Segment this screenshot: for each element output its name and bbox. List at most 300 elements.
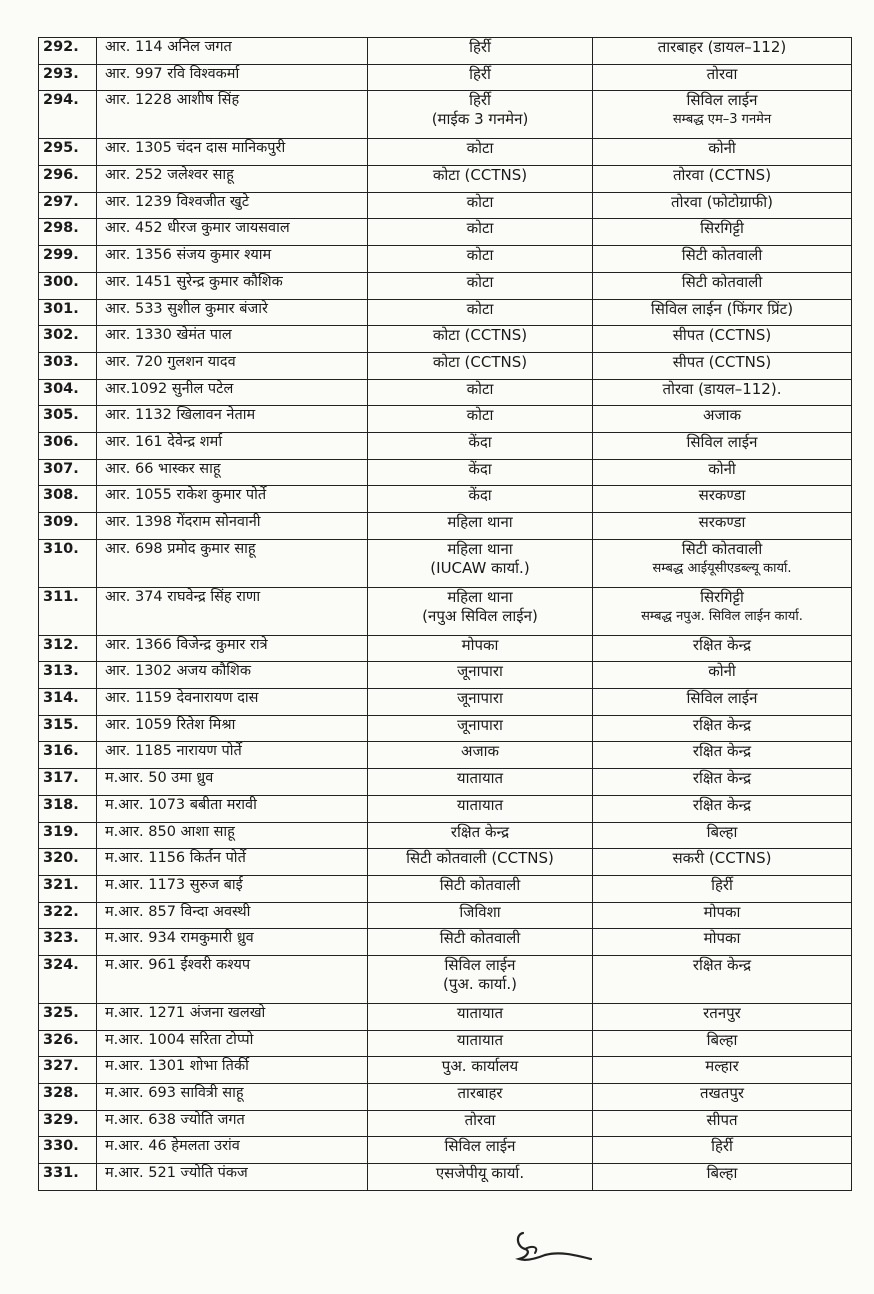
from-posting-text: तारबाहर bbox=[457, 1084, 503, 1102]
to-posting bbox=[593, 91, 852, 139]
employee-name bbox=[97, 1084, 368, 1111]
from-posting-text: केंदा bbox=[468, 459, 492, 478]
from-posting bbox=[368, 379, 593, 406]
employee-name-text: म.आर. 1301 शोभा तिर्की bbox=[105, 1058, 249, 1075]
table-row bbox=[39, 192, 852, 219]
from-posting-text: (नपुअ सिविल लाईन) bbox=[422, 606, 538, 625]
row-number bbox=[39, 849, 97, 876]
from-posting-text: कोटा bbox=[466, 379, 494, 398]
to-posting bbox=[593, 352, 852, 379]
from-posting bbox=[368, 875, 593, 902]
from-posting-text: सिटी कोतवाली bbox=[439, 929, 521, 948]
row-number-text: 324. bbox=[43, 956, 79, 973]
to-posting-text: रक्षित केन्द्र bbox=[692, 769, 752, 788]
to-posting bbox=[593, 875, 852, 902]
to-posting-text: हिर्री bbox=[711, 875, 733, 894]
row-number bbox=[39, 1110, 97, 1137]
employee-name bbox=[97, 1164, 368, 1191]
from-posting-text: कोटा bbox=[466, 219, 494, 238]
from-posting bbox=[368, 1110, 593, 1137]
employee-name bbox=[97, 1110, 368, 1137]
row-number-text: 325. bbox=[43, 1004, 79, 1021]
from-posting-text: हिर्री bbox=[469, 38, 491, 56]
employee-name bbox=[97, 64, 368, 91]
to-posting bbox=[593, 587, 852, 635]
from-posting bbox=[368, 64, 593, 91]
from-posting bbox=[368, 742, 593, 769]
row-number-text: 315. bbox=[43, 716, 79, 733]
row-number bbox=[39, 139, 97, 166]
row-number bbox=[39, 219, 97, 246]
to-posting bbox=[593, 1057, 852, 1084]
table-row bbox=[39, 406, 852, 433]
from-posting-text: हिर्री bbox=[469, 64, 491, 83]
row-number-text: 294. bbox=[43, 92, 79, 109]
to-posting bbox=[593, 822, 852, 849]
to-posting-text: रतनपुर bbox=[703, 1003, 741, 1022]
from-posting-text: कोटा (CCTNS) bbox=[432, 166, 528, 185]
employee-name bbox=[97, 539, 368, 587]
table-row bbox=[39, 849, 852, 876]
to-posting bbox=[593, 1003, 852, 1030]
from-posting bbox=[368, 1137, 593, 1164]
employee-name-text: म.आर. 693 सावित्री साहू bbox=[105, 1085, 244, 1101]
from-posting-text: महिला थाना bbox=[447, 513, 513, 531]
row-number bbox=[39, 379, 97, 406]
employee-name bbox=[97, 715, 368, 742]
from-posting-text: कोटा bbox=[466, 406, 494, 425]
row-number-text: 305. bbox=[43, 407, 79, 424]
employee-name-text: आर. 1451 सुरेन्द्र कुमार कौशिक bbox=[105, 273, 283, 290]
from-posting bbox=[368, 459, 593, 486]
table-row bbox=[39, 902, 852, 929]
to-posting bbox=[593, 955, 852, 1003]
employee-name-text: आर. 114 अनिल जगत bbox=[105, 39, 232, 55]
to-posting bbox=[593, 432, 852, 459]
row-number-text: 309. bbox=[43, 514, 79, 530]
row-number-text: 299. bbox=[43, 247, 79, 264]
row-number bbox=[39, 1137, 97, 1164]
to-posting-text: तारबाहर (डायल–112) bbox=[657, 38, 787, 56]
row-number-text: 329. bbox=[43, 1111, 79, 1128]
from-posting-text: मोपका bbox=[461, 635, 499, 654]
row-number bbox=[39, 875, 97, 902]
employee-name-text: आर. 1159 देवनारायण दास bbox=[105, 690, 259, 707]
table-row bbox=[39, 1057, 852, 1084]
table-row bbox=[39, 1003, 852, 1030]
employee-name-text: आर. 252 जलेश्वर साहू bbox=[105, 167, 234, 184]
row-number bbox=[39, 272, 97, 299]
to-posting-text: मोपका bbox=[703, 902, 741, 921]
row-number bbox=[39, 1030, 97, 1057]
table-row bbox=[39, 219, 852, 246]
row-number-text: 304. bbox=[43, 380, 79, 397]
row-number bbox=[39, 38, 97, 65]
from-posting bbox=[368, 929, 593, 956]
employee-name-text: आर. 1185 नारायण पोर्ते bbox=[105, 743, 242, 760]
employee-name bbox=[97, 379, 368, 406]
row-number bbox=[39, 587, 97, 635]
row-number-text: 328. bbox=[43, 1085, 79, 1101]
table-row bbox=[39, 64, 852, 91]
row-number bbox=[39, 486, 97, 513]
row-number bbox=[39, 459, 97, 486]
employee-name bbox=[97, 902, 368, 929]
row-number-text: 313. bbox=[43, 663, 79, 680]
row-number-text: 292. bbox=[43, 39, 79, 55]
row-number bbox=[39, 352, 97, 379]
employee-name-text: आर. 1055 राकेश कुमार पोर्ते bbox=[105, 487, 267, 504]
to-posting-text: कोनी bbox=[708, 139, 736, 158]
transfer-table-body bbox=[39, 38, 852, 1191]
from-posting bbox=[368, 326, 593, 353]
to-posting bbox=[593, 795, 852, 822]
transfer-table bbox=[38, 37, 852, 1191]
from-posting bbox=[368, 662, 593, 689]
table-row bbox=[39, 795, 852, 822]
to-posting-text: सीपत bbox=[706, 1110, 738, 1129]
from-posting-text: जूनापारा bbox=[457, 715, 503, 734]
employee-name bbox=[97, 689, 368, 716]
employee-name bbox=[97, 822, 368, 849]
employee-name bbox=[97, 875, 368, 902]
row-number bbox=[39, 91, 97, 139]
to-posting bbox=[593, 219, 852, 246]
employee-name-text: म.आर. 1271 अंजना खलखो bbox=[105, 1004, 266, 1021]
table-row bbox=[39, 1084, 852, 1111]
row-number bbox=[39, 1164, 97, 1191]
employee-name bbox=[97, 795, 368, 822]
to-posting bbox=[593, 1164, 852, 1191]
from-posting-text: जूनापारा bbox=[457, 689, 503, 708]
to-posting-text: तोरवा (डायल–112). bbox=[662, 379, 782, 398]
table-row bbox=[39, 1164, 852, 1191]
to-posting-text: सरकण्डा bbox=[698, 486, 746, 505]
from-posting bbox=[368, 38, 593, 65]
employee-name-text: म.आर. 638 ज्योति जगत bbox=[105, 1111, 245, 1128]
from-posting-text: (माईक 3 गनमेन) bbox=[431, 110, 529, 129]
row-number bbox=[39, 299, 97, 326]
from-posting bbox=[368, 1057, 593, 1084]
employee-name-text: आर. 452 धीरज कुमार जायसवाल bbox=[105, 220, 290, 237]
row-number-text: 311. bbox=[43, 588, 79, 605]
employee-name bbox=[97, 587, 368, 635]
row-number bbox=[39, 406, 97, 433]
employee-name bbox=[97, 166, 368, 193]
to-posting-text: सिटी कोतवाली bbox=[681, 246, 763, 265]
to-posting bbox=[593, 379, 852, 406]
row-number-text: 297. bbox=[43, 193, 79, 210]
table-row bbox=[39, 689, 852, 716]
to-posting-text: सिविल लाईन (फिंगर प्रिंट) bbox=[650, 299, 794, 318]
to-posting bbox=[593, 38, 852, 65]
to-posting-text: सकरी (CCTNS) bbox=[672, 849, 772, 868]
table-row bbox=[39, 139, 852, 166]
row-number bbox=[39, 769, 97, 796]
to-posting-text: बिल्हा bbox=[706, 1030, 738, 1049]
employee-name bbox=[97, 139, 368, 166]
from-posting bbox=[368, 166, 593, 193]
table-row bbox=[39, 246, 852, 273]
to-posting-text: सिरगिट्टी bbox=[700, 587, 744, 606]
to-posting bbox=[593, 299, 852, 326]
to-posting bbox=[593, 1137, 852, 1164]
table-row bbox=[39, 486, 852, 513]
from-posting bbox=[368, 849, 593, 876]
row-number bbox=[39, 326, 97, 353]
table-row bbox=[39, 1110, 852, 1137]
from-posting bbox=[368, 689, 593, 716]
table-row bbox=[39, 91, 852, 139]
to-posting-text: रक्षित केन्द्र bbox=[692, 795, 752, 814]
to-posting bbox=[593, 929, 852, 956]
row-number bbox=[39, 742, 97, 769]
row-number-text: 312. bbox=[43, 636, 79, 653]
employee-name-text: आर. 161 देवेन्द्र शर्मा bbox=[105, 433, 223, 450]
table-row bbox=[39, 299, 852, 326]
to-posting-text: सिविल लाईन bbox=[686, 689, 758, 708]
from-posting-text: तोरवा bbox=[464, 1110, 496, 1129]
row-number-text: 323. bbox=[43, 930, 79, 947]
to-posting bbox=[593, 1030, 852, 1057]
from-posting-text: कोटा (CCTNS) bbox=[432, 326, 528, 345]
employee-name-text: म.आर. 46 हेमलता उरांव bbox=[105, 1138, 240, 1155]
to-posting-text: बिल्हा bbox=[706, 1164, 738, 1183]
from-posting-text: कोटा (CCTNS) bbox=[432, 352, 528, 371]
employee-name bbox=[97, 742, 368, 769]
to-posting bbox=[593, 246, 852, 273]
to-posting bbox=[593, 166, 852, 193]
row-number-text: 308. bbox=[43, 487, 79, 504]
employee-name bbox=[97, 38, 368, 65]
to-posting-text: तोरवा (फोटोग्राफी) bbox=[671, 192, 773, 211]
row-number-text: 331. bbox=[43, 1165, 79, 1182]
to-posting-text: रक्षित केन्द्र bbox=[692, 955, 752, 974]
row-number-text: 316. bbox=[43, 743, 79, 760]
table-row bbox=[39, 929, 852, 956]
employee-name bbox=[97, 1003, 368, 1030]
row-number bbox=[39, 902, 97, 929]
row-number bbox=[39, 929, 97, 956]
from-posting-text: सिटी कोतवाली (CCTNS) bbox=[406, 849, 554, 868]
employee-name-text: म.आर. 521 ज्योति पंकज bbox=[105, 1165, 248, 1182]
employee-name bbox=[97, 246, 368, 273]
to-posting-text: रक्षित केन्द्र bbox=[692, 742, 752, 761]
row-number bbox=[39, 64, 97, 91]
from-posting-text: कोटा bbox=[466, 299, 494, 318]
employee-name-text: आर. 1330 खेमंत पाल bbox=[105, 327, 232, 344]
row-number-text: 326. bbox=[43, 1031, 79, 1048]
from-posting-text: जूनापारा bbox=[457, 662, 503, 681]
employee-name bbox=[97, 635, 368, 662]
table-row bbox=[39, 272, 852, 299]
employee-name-text: म.आर. 934 रामकुमारी ध्रुव bbox=[105, 930, 254, 947]
to-posting bbox=[593, 742, 852, 769]
table-row bbox=[39, 955, 852, 1003]
from-posting-text: जिविशा bbox=[459, 902, 501, 921]
row-number bbox=[39, 166, 97, 193]
to-posting-text: तखतपुर bbox=[699, 1084, 745, 1102]
to-posting bbox=[593, 513, 852, 540]
row-number-text: 320. bbox=[43, 850, 79, 867]
from-posting bbox=[368, 1164, 593, 1191]
from-posting-text: महिला थाना bbox=[447, 539, 513, 558]
to-posting-text: सीपत (CCTNS) bbox=[672, 352, 772, 371]
table-row bbox=[39, 715, 852, 742]
row-number bbox=[39, 1084, 97, 1111]
row-number-text: 307. bbox=[43, 460, 79, 477]
from-posting-text: यातायात bbox=[456, 1003, 504, 1022]
to-posting-text: कोनी bbox=[708, 662, 736, 681]
row-number bbox=[39, 192, 97, 219]
row-number bbox=[39, 432, 97, 459]
employee-name bbox=[97, 769, 368, 796]
row-number-text: 321. bbox=[43, 876, 79, 893]
from-posting bbox=[368, 352, 593, 379]
row-number-text: 302. bbox=[43, 327, 79, 344]
from-posting bbox=[368, 539, 593, 587]
from-posting bbox=[368, 299, 593, 326]
from-posting bbox=[368, 1084, 593, 1111]
table-row bbox=[39, 539, 852, 587]
from-posting-text: कोटा bbox=[466, 139, 494, 158]
to-posting bbox=[593, 192, 852, 219]
table-row bbox=[39, 662, 852, 689]
row-number-text: 318. bbox=[43, 796, 79, 813]
employee-name-text: आर. 1305 चंदन दास मानिकपुरी bbox=[105, 140, 286, 157]
to-posting-text: अजाक bbox=[703, 406, 741, 425]
from-posting-text: सिटी कोतवाली bbox=[439, 875, 521, 894]
table-row bbox=[39, 326, 852, 353]
row-number-text: 293. bbox=[43, 65, 79, 82]
employee-name bbox=[97, 272, 368, 299]
from-posting-text: पुअ. कार्यालय bbox=[441, 1057, 519, 1076]
to-posting-text: बिल्हा bbox=[706, 822, 738, 841]
employee-name bbox=[97, 432, 368, 459]
table-row bbox=[39, 379, 852, 406]
row-number-text: 295. bbox=[43, 140, 79, 157]
employee-name-text: म.आर. 50 उमा ध्रुव bbox=[105, 770, 214, 787]
employee-name-text: आर. 1366 विजेन्द्र कुमार रात्रे bbox=[105, 636, 268, 653]
row-number bbox=[39, 689, 97, 716]
employee-name-text: म.आर. 857 विन्दा अवस्थी bbox=[105, 903, 251, 920]
to-posting-text: सिटी कोतवाली bbox=[681, 272, 763, 291]
from-posting bbox=[368, 795, 593, 822]
table-row bbox=[39, 742, 852, 769]
row-number bbox=[39, 635, 97, 662]
employee-name-text: आर. 1239 विश्वजीत खुटे bbox=[105, 193, 250, 210]
row-number bbox=[39, 246, 97, 273]
employee-name bbox=[97, 219, 368, 246]
from-posting-text: एसजेपीयू कार्या. bbox=[435, 1164, 525, 1183]
from-posting bbox=[368, 192, 593, 219]
to-posting-text: कोनी bbox=[708, 459, 736, 478]
employee-name-text: म.आर. 1073 बबीता मरावी bbox=[105, 796, 257, 813]
employee-name-text: म.आर. 1173 सुरुज बाई bbox=[105, 876, 243, 893]
table-row bbox=[39, 513, 852, 540]
from-posting-text: अजाक bbox=[461, 742, 499, 761]
employee-name bbox=[97, 955, 368, 1003]
row-number bbox=[39, 1057, 97, 1084]
to-posting-text: सीपत (CCTNS) bbox=[672, 326, 772, 345]
to-posting-text: मोपका bbox=[703, 929, 741, 948]
from-posting-text: रक्षित केन्द्र bbox=[450, 822, 510, 841]
row-number-text: 327. bbox=[43, 1058, 79, 1075]
to-posting-text: सिरगिट्टी bbox=[700, 219, 744, 238]
employee-name-text: आर. 698 प्रमोद कुमार साहू bbox=[105, 540, 256, 557]
from-posting-text: (पुअ. कार्या.) bbox=[443, 974, 517, 993]
to-posting bbox=[593, 539, 852, 587]
row-number-text: 310. bbox=[43, 540, 79, 557]
to-posting bbox=[593, 64, 852, 91]
employee-name-text: आर. 533 सुशील कुमार बंजारे bbox=[105, 300, 268, 317]
from-posting-text: कोटा bbox=[466, 192, 494, 211]
to-posting-text: सिविल लाईन bbox=[686, 91, 758, 110]
employee-name bbox=[97, 406, 368, 433]
employee-name bbox=[97, 849, 368, 876]
employee-name bbox=[97, 513, 368, 540]
to-posting-text: तोरवा bbox=[706, 64, 738, 83]
employee-name bbox=[97, 929, 368, 956]
from-posting bbox=[368, 139, 593, 166]
to-posting-text: सरकण्डा bbox=[698, 513, 746, 531]
from-posting bbox=[368, 406, 593, 433]
row-number bbox=[39, 955, 97, 1003]
to-posting-text: सम्बद्ध आईयूसीएडब्ल्यू कार्या. bbox=[652, 560, 792, 576]
from-posting-text: यातायात bbox=[456, 1030, 504, 1049]
to-posting-text: हिर्री bbox=[711, 1137, 733, 1156]
from-posting bbox=[368, 272, 593, 299]
to-posting-text: रक्षित केन्द्र bbox=[692, 715, 752, 734]
employee-name bbox=[97, 486, 368, 513]
from-posting bbox=[368, 902, 593, 929]
from-posting-text: यातायात bbox=[456, 769, 504, 788]
to-posting-text: मल्हार bbox=[705, 1057, 739, 1076]
employee-name-text: आर. 997 रवि विश्वकर्मा bbox=[105, 65, 240, 82]
row-number-text: 300. bbox=[43, 273, 79, 290]
from-posting-text: केंदा bbox=[468, 432, 492, 451]
from-posting bbox=[368, 587, 593, 635]
from-posting bbox=[368, 769, 593, 796]
to-posting-text: रक्षित केन्द्र bbox=[692, 635, 752, 654]
table-row bbox=[39, 587, 852, 635]
table-row bbox=[39, 875, 852, 902]
employee-name-text: आर. 1302 अजय कौशिक bbox=[105, 663, 251, 680]
to-posting-text: सम्बद्ध एम–3 गनमेन bbox=[672, 112, 772, 128]
to-posting bbox=[593, 715, 852, 742]
employee-name-text: आर. 66 भास्कर साहू bbox=[105, 460, 221, 477]
employee-name bbox=[97, 1057, 368, 1084]
from-posting-text: महिला थाना bbox=[447, 587, 513, 606]
table-row bbox=[39, 1030, 852, 1057]
to-posting-text: सम्बद्ध नपुअ. सिविल लाईन कार्या. bbox=[641, 608, 803, 624]
from-posting-text: केंदा bbox=[468, 486, 492, 505]
row-number bbox=[39, 1003, 97, 1030]
employee-name bbox=[97, 662, 368, 689]
row-number-text: 306. bbox=[43, 433, 79, 450]
employee-name-text: आर. 1228 आशीष सिंह bbox=[105, 92, 240, 109]
employee-name-text: आर. 374 राघवेन्द्र सिंह राणा bbox=[105, 588, 261, 605]
row-number bbox=[39, 715, 97, 742]
employee-name bbox=[97, 352, 368, 379]
employee-name-text: आर. 1132 खिलावन नेताम bbox=[105, 407, 256, 424]
employee-name-text: आर. 1398 गेंदराम सोनवानी bbox=[105, 514, 261, 530]
to-posting bbox=[593, 849, 852, 876]
to-posting-text: सिटी कोतवाली bbox=[681, 539, 763, 558]
from-posting bbox=[368, 955, 593, 1003]
from-posting bbox=[368, 1003, 593, 1030]
from-posting bbox=[368, 91, 593, 139]
